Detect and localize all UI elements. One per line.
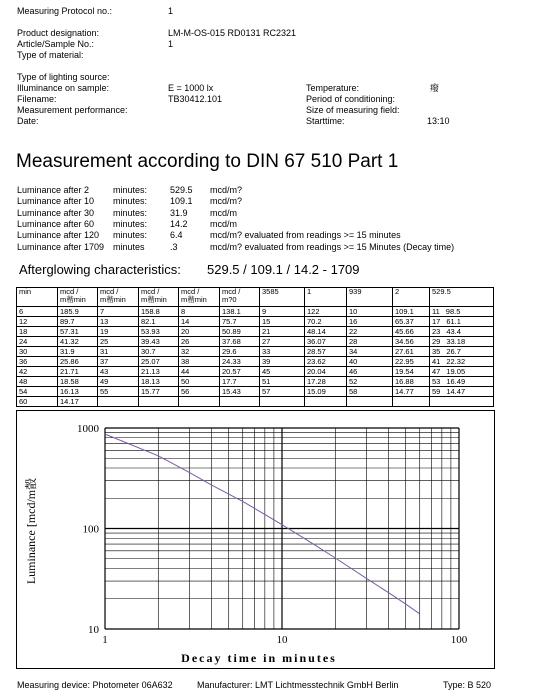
table-header-row — [17, 288, 494, 307]
table-row — [17, 347, 494, 357]
table-cell: 52 — [347, 377, 393, 387]
table-row — [17, 377, 494, 387]
temperature-value: 癈 — [430, 83, 440, 93]
illuminance-value: E = 1000 lx — [168, 83, 214, 93]
table-cell: 25 — [98, 337, 139, 347]
luminance-suffix: mcd/m — [210, 207, 237, 218]
table-cell: 54 — [17, 387, 58, 397]
table-cell: 32 — [179, 347, 220, 357]
table-cell: 31.9 — [58, 347, 98, 357]
table-cell: 19.54 — [393, 367, 430, 377]
table-cell: 28 — [347, 337, 393, 347]
luminance-label: Luminance after 60 — [17, 218, 95, 229]
article-value: 1 — [168, 39, 174, 49]
decay-curve — [105, 434, 420, 614]
table-cell: 9 — [260, 307, 305, 317]
table-cell: 21.71 — [58, 367, 98, 377]
table-cell: 57.31 — [58, 327, 98, 337]
filename-label: Filename: — [17, 94, 57, 104]
date-label: Date: — [17, 116, 39, 126]
table-cell-value: 43.4 — [446, 326, 461, 336]
table-cell-value: 61.1 — [446, 316, 461, 326]
table-cell-min: 41 — [432, 356, 441, 366]
table-cell: 82.1 — [139, 317, 179, 327]
luminance-unit: minutes: — [113, 230, 148, 241]
table-cell — [179, 397, 220, 407]
table-cell: 158.8 — [139, 307, 179, 317]
table-cell: 20 — [179, 327, 220, 337]
table-cell — [220, 397, 260, 407]
table-header-text: m?0 — [222, 295, 237, 304]
table-header-text: mcd / — [222, 287, 241, 296]
table-cell-value: 16.49 — [446, 376, 466, 386]
table-cell — [430, 307, 494, 317]
table-cell: 18.13 — [139, 377, 179, 387]
table-header-cell — [17, 288, 58, 307]
table-cell: 33 — [260, 347, 305, 357]
table-row — [17, 307, 494, 317]
table-cell: 18.58 — [58, 377, 98, 387]
table-cell: 122 — [305, 307, 347, 317]
table-header-text: 1 — [307, 287, 312, 296]
luminance-label: Luminance after 120 — [17, 230, 100, 241]
table-cell: 18 — [17, 327, 58, 337]
table-header-cell — [260, 288, 305, 307]
table-cell-min: 29 — [432, 336, 441, 346]
table-cell: 75.7 — [220, 317, 260, 327]
table-header-cell — [347, 288, 393, 307]
afterglow-value: 529.5 / 109.1 / 14.2 - 1709 — [207, 262, 360, 277]
table-cell: 30 — [17, 347, 58, 357]
footer-device: Measuring device: Photometer 06A632 — [17, 680, 173, 690]
luminance-suffix: mcd/m? — [210, 185, 243, 195]
x-tick-label: 10 — [276, 634, 288, 646]
table-header-text: mcd / — [100, 287, 119, 296]
table-cell: 51 — [260, 377, 305, 387]
table-cell: 14.17 — [58, 397, 98, 407]
table-cell: 21 — [260, 327, 305, 337]
y-tick-label: 100 — [82, 523, 99, 536]
table-row — [17, 337, 494, 347]
decay-chart-frame — [16, 410, 495, 669]
luminance-unit: minutes: — [113, 196, 148, 207]
temperature-label: Temperature: — [306, 83, 360, 93]
table-cell: 27 — [260, 337, 305, 347]
luminance-value: 6.4 — [170, 230, 183, 241]
table-cell: 48 — [17, 377, 58, 387]
table-header-text: m稭min — [141, 295, 167, 304]
table-header-cell — [393, 288, 430, 307]
luminance-value: 14.2 — [170, 218, 188, 229]
starttime-value: 13:10 — [427, 116, 450, 126]
table-cell: 41.32 — [58, 337, 98, 347]
table-cell: 30.7 — [139, 347, 179, 357]
table-cell: 58 — [347, 387, 393, 397]
luminance-suffix: mcd/m? evaluated from readings >= 15 minutes — [210, 230, 401, 241]
readings-table — [16, 287, 494, 407]
table-cell — [430, 327, 494, 337]
table-cell: 39.43 — [139, 337, 179, 347]
table-row — [17, 397, 494, 407]
table-header-text: m稭min — [60, 295, 86, 304]
table-cell: 185.9 — [58, 307, 98, 317]
product-label: Product designation: — [17, 28, 100, 38]
luminance-unit: minutes: — [113, 207, 148, 218]
luminance-value: 109.1 — [170, 196, 193, 207]
table-cell: 16.88 — [393, 377, 430, 387]
table-cell: 14 — [179, 317, 220, 327]
table-cell-value: 22.32 — [446, 356, 466, 366]
page-title: Measurement according to DIN 67 510 Part 1 — [16, 151, 399, 172]
luminance-value: 529.5 — [170, 185, 193, 195]
table-cell-min: 59 — [432, 386, 441, 396]
decay-chart — [17, 411, 494, 668]
table-cell: 12 — [17, 317, 58, 327]
table-cell: 55 — [98, 387, 139, 397]
table-cell: 65.37 — [393, 317, 430, 327]
table-cell: 70.2 — [305, 317, 347, 327]
table-cell-min: 11 — [432, 306, 440, 316]
table-cell-min: 23 — [432, 326, 441, 336]
table-cell: 36 — [17, 357, 58, 367]
table-row — [17, 317, 494, 327]
table-header-text: min — [19, 287, 32, 296]
table-cell: 17.7 — [220, 377, 260, 387]
filename-value: TB30412.101 — [168, 94, 223, 104]
table-cell: 45 — [260, 367, 305, 377]
table-header-text: 939 — [349, 287, 362, 296]
table-cell: 7 — [98, 307, 139, 317]
material-label: Type of material: — [17, 50, 84, 60]
table-cell-min: 53 — [432, 376, 441, 386]
table-cell: 19 — [98, 327, 139, 337]
table-cell: 45.66 — [393, 327, 430, 337]
protocol-value: 1 — [168, 6, 174, 16]
table-cell: 24.33 — [220, 357, 260, 367]
table-cell: 25.86 — [58, 357, 98, 367]
table-cell-value: 19.05 — [446, 366, 466, 376]
table-cell: 37.68 — [220, 337, 260, 347]
table-cell: 27.61 — [393, 347, 430, 357]
starttime-label: Starttime: — [306, 116, 345, 126]
table-cell: 22 — [347, 327, 393, 337]
x-tick-label: 1 — [102, 634, 108, 646]
table-cell: 15.77 — [139, 387, 179, 397]
table-cell: 46 — [347, 367, 393, 377]
table-cell-value: 26.7 — [446, 346, 461, 356]
table-cell: 16.13 — [58, 387, 98, 397]
table-header-text: m稭min — [100, 295, 126, 304]
table-cell: 10 — [347, 307, 393, 317]
lighting-label: Type of lighting source: — [17, 72, 110, 82]
product-value: LM-M-OS-015 RD0131 RC2321 — [168, 28, 297, 38]
performance-label: Measurement performance: — [17, 105, 128, 115]
table-cell: 37 — [98, 357, 139, 367]
luminance-label: Luminance after 30 — [17, 207, 95, 218]
table-cell: 6 — [17, 307, 58, 317]
table-cell: 34 — [347, 347, 393, 357]
table-cell: 13 — [98, 317, 139, 327]
table-cell-value: 14.47 — [446, 386, 466, 396]
table-cell — [430, 367, 494, 377]
table-cell: 20.04 — [305, 367, 347, 377]
table-header-text: 2 — [395, 287, 400, 296]
field-label: Size of measuring field: — [306, 105, 400, 115]
table-cell: 53.93 — [139, 327, 179, 337]
table-cell: 50 — [179, 377, 220, 387]
table-header-cell — [98, 288, 139, 307]
table-header-cell — [139, 288, 179, 307]
table-header-text: mcd / — [141, 287, 160, 296]
illuminance-label: Illuminance on sample: — [17, 83, 110, 93]
article-label: Article/Sample No.: — [17, 39, 95, 49]
table-cell — [347, 397, 393, 407]
table-cell: 21.13 — [139, 367, 179, 377]
table-cell — [430, 317, 494, 327]
table-cell — [98, 397, 139, 407]
luminance-value: .3 — [170, 241, 178, 252]
table-cell: 25.07 — [139, 357, 179, 367]
table-header-cell — [220, 288, 260, 307]
table-cell: 138.1 — [220, 307, 260, 317]
afterglow-label: Afterglowing characteristics: — [19, 262, 181, 277]
table-cell: 109.1 — [393, 307, 430, 317]
table-cell — [430, 387, 494, 397]
luminance-unit: minutes: — [113, 185, 148, 195]
table-cell: 49 — [98, 377, 139, 387]
table-cell: 24 — [17, 337, 58, 347]
table-cell-min: 47 — [432, 366, 441, 376]
luminance-label: Luminance after 1709 — [17, 241, 105, 252]
table-cell: 39 — [260, 357, 305, 367]
luminance-value: 31.9 — [170, 207, 188, 218]
table-cell: 50.89 — [220, 327, 260, 337]
table-cell — [430, 347, 494, 357]
table-row — [17, 367, 494, 377]
luminance-label: Luminance after 10 — [17, 196, 95, 207]
table-cell: 48.14 — [305, 327, 347, 337]
table-cell: 40 — [347, 357, 393, 367]
table-cell — [430, 337, 494, 347]
table-header-text: m稭min — [181, 295, 207, 304]
table-cell: 44 — [179, 367, 220, 377]
table-header-text: mcd / — [181, 287, 200, 296]
table-cell: 31 — [98, 347, 139, 357]
table-header-cell — [430, 288, 494, 307]
table-cell: 38 — [179, 357, 220, 367]
table-header-text: mcd / — [60, 287, 79, 296]
table-cell-min: 17 — [432, 316, 441, 326]
conditioning-label: Period of conditioning: — [306, 94, 396, 104]
luminance-suffix: mcd/m? — [210, 196, 243, 207]
table-cell — [430, 397, 494, 407]
luminance-unit: minutes — [113, 241, 145, 252]
luminance-unit: minutes: — [113, 218, 148, 229]
table-cell: 57 — [260, 387, 305, 397]
table-cell-value: 98.5 — [445, 306, 461, 316]
table-row — [17, 327, 494, 337]
table-cell: 20.57 — [220, 367, 260, 377]
y-axis-label: Luminance [mcd/m瞉 — [24, 477, 38, 585]
table-cell: 22.95 — [393, 357, 430, 367]
table-cell: 15.09 — [305, 387, 347, 397]
table-cell-min: 35 — [432, 346, 441, 356]
table-cell: 16 — [347, 317, 393, 327]
table-cell: 28.57 — [305, 347, 347, 357]
protocol-label: Measuring Protocol no.: — [17, 6, 113, 16]
table-cell: 43 — [98, 367, 139, 377]
table-cell — [393, 397, 430, 407]
table-row — [17, 387, 494, 397]
luminance-suffix: mcd/m — [210, 218, 237, 229]
table-cell: 56 — [179, 387, 220, 397]
luminance-suffix: mcd/m? evaluated from readings >= 15 Minutes (Decay time) — [210, 241, 455, 252]
table-cell: 42 — [17, 367, 58, 377]
table-cell — [260, 397, 305, 407]
table-cell — [430, 377, 494, 387]
table-cell-value: 33.18 — [446, 336, 466, 346]
table-cell: 15 — [260, 317, 305, 327]
table-header-cell — [305, 288, 347, 307]
table-cell: 60 — [17, 397, 58, 407]
luminance-label: Luminance after 2 — [17, 185, 90, 195]
table-header-cell — [179, 288, 220, 307]
table-cell: 23.62 — [305, 357, 347, 367]
table-cell: 89.7 — [58, 317, 98, 327]
table-cell: 36.07 — [305, 337, 347, 347]
table-row — [17, 357, 494, 367]
table-cell: 29.6 — [220, 347, 260, 357]
table-header-text: 529.5 — [432, 287, 451, 296]
x-axis-label: Decay time in minutes — [181, 651, 337, 665]
table-cell: 14.77 — [393, 387, 430, 397]
table-cell: 34.56 — [393, 337, 430, 347]
table-cell — [139, 397, 179, 407]
y-tick-label: 1000 — [77, 423, 99, 435]
table-header-cell — [58, 288, 98, 307]
table-cell — [430, 357, 494, 367]
x-tick-label: 100 — [450, 634, 468, 646]
table-cell: 26 — [179, 337, 220, 347]
table-cell: 17.28 — [305, 377, 347, 387]
y-tick-label: 10 — [88, 624, 99, 636]
table-cell: 15.43 — [220, 387, 260, 397]
table-cell: 8 — [179, 307, 220, 317]
footer-manufacturer: Manufacturer: LMT Lichtmesstechnik GmbH Berlin — [197, 680, 399, 690]
footer-type: Type: B 520 — [443, 680, 492, 690]
table-header-text: 3585 — [262, 287, 279, 296]
table-cell — [305, 397, 347, 407]
